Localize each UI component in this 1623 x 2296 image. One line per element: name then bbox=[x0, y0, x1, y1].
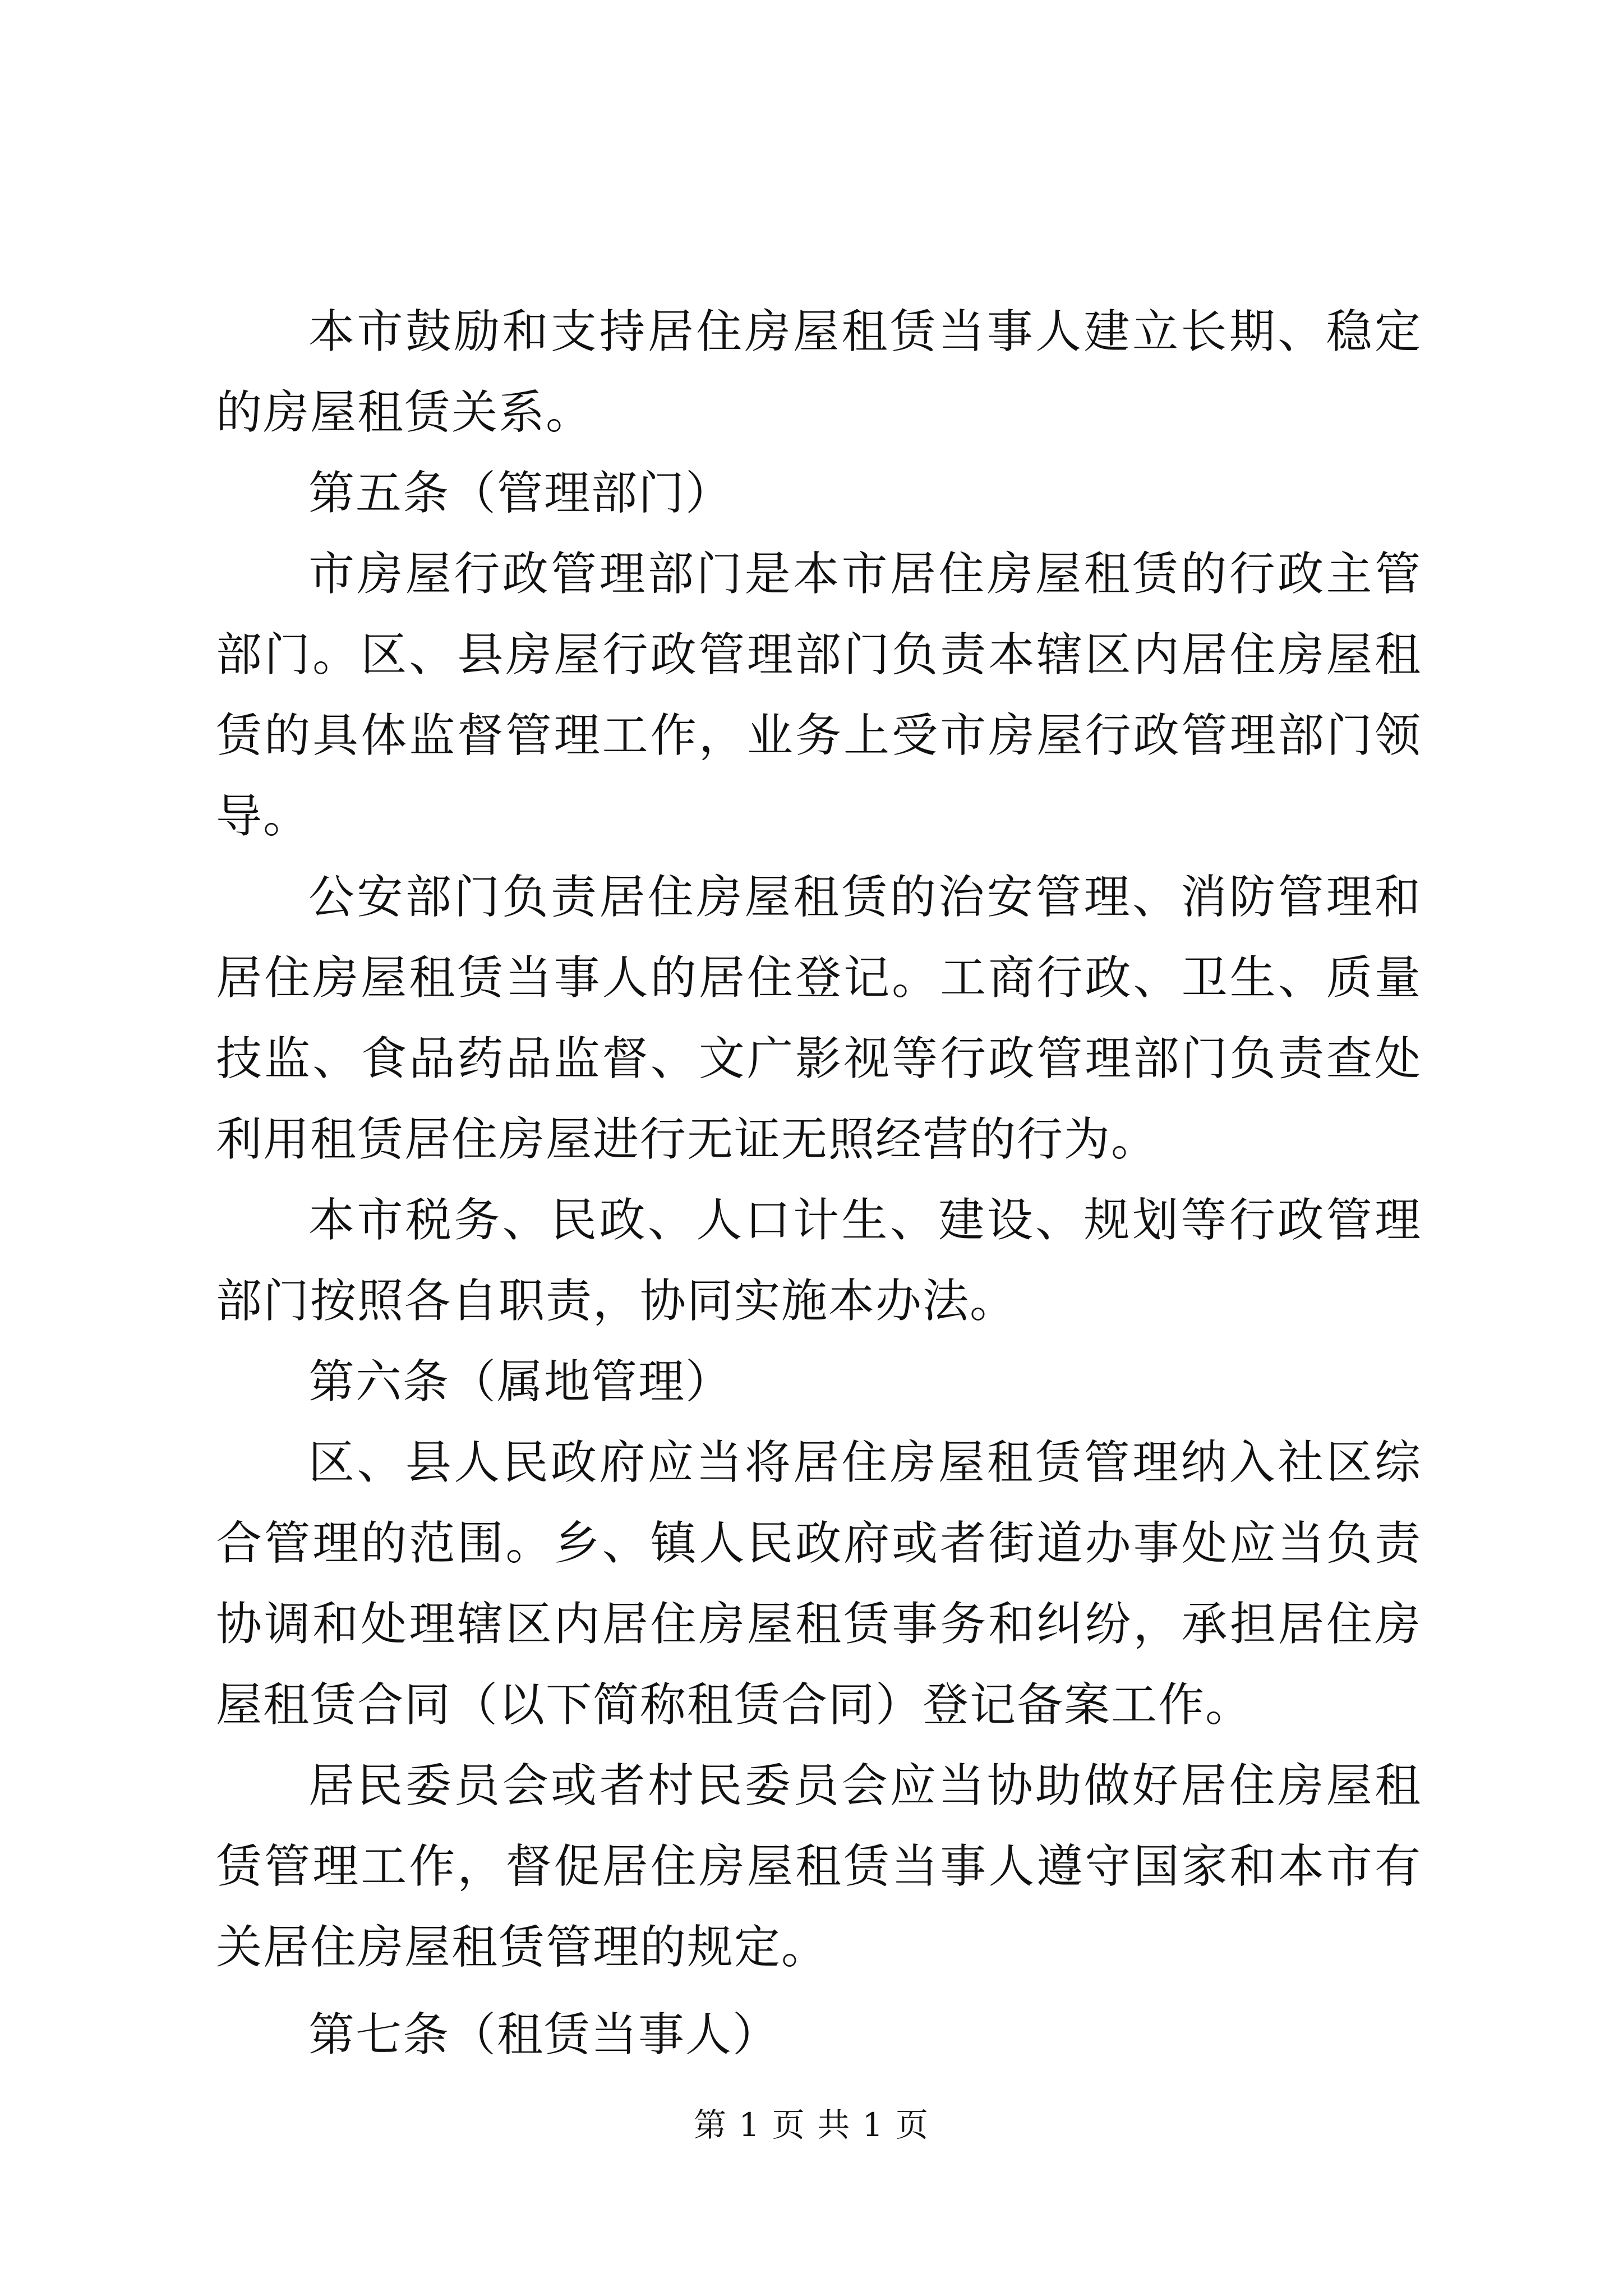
article-heading-5: 第五条（管理部门） bbox=[308, 467, 733, 520]
paragraph-public-security: 公安部门负责居住房屋租赁的治安管理、消防管理和居住房屋租赁当事人的居住登记。工商行政、卫生、质量技监、食品药品监督、文广影视等行政管理部门负责查处利用租赁居住房屋进行无证无照经营的行为。 bbox=[216, 871, 1422, 1166]
paragraph-management-dept: 市房屋行政管理部门是本市居住房屋租赁的行政主管部门。区、县房屋行政管理部门负责本辖区内居住房屋租赁的具体监督管理工作，业务上受市房屋行政管理部门领导。 bbox=[216, 547, 1422, 843]
paragraph-local-government: 区、县人民政府应当将居住房屋租赁管理纳入社区综合管理的范围。乡、镇人民政府或者街道办事处应当负责协调和处理辖区内居住房屋租赁事务和纠纷，承担居住房屋租赁合同（以下简称租赁合同）登记备案工作。 bbox=[216, 1436, 1422, 1732]
paragraph-other-departments: 本市税务、民政、人口计生、建设、规划等行政管理部门按照各自职责，协同实施本办法。 bbox=[216, 1194, 1422, 1328]
article-heading-7: 第七条（租赁当事人） bbox=[308, 2008, 780, 2062]
paragraph-residents-committee: 居民委员会或者村民委员会应当协助做好居住房屋租赁管理工作，督促居住房屋租赁当事人遵守国家和本市有关居住房屋租赁管理的规定。 bbox=[216, 1759, 1422, 1974]
article-heading-6: 第六条（属地管理） bbox=[308, 1355, 733, 1409]
page-footer: 第 1 页 共 1 页 bbox=[694, 2106, 929, 2144]
paragraph-encouragement: 本市鼓励和支持居住房屋租赁当事人建立长期、稳定的房屋租赁关系。 bbox=[216, 305, 1422, 439]
document-body bbox=[216, 292, 1422, 2076]
